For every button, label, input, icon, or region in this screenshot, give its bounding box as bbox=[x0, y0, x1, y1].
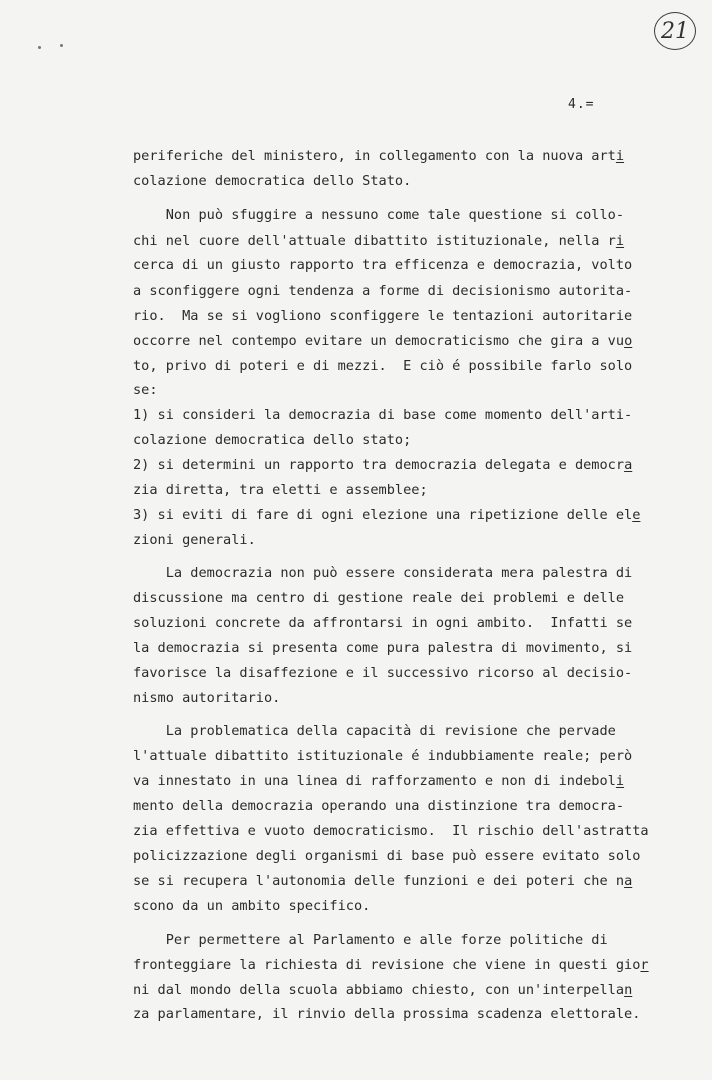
line-text: zia diretta, tra eletti e assemblee; bbox=[133, 482, 428, 498]
text-line bbox=[133, 482, 428, 498]
line-text: l'attuale dibattito istituzionale é indubbiamente reale; però bbox=[133, 748, 633, 764]
text-line bbox=[133, 233, 624, 249]
underlined-char: a bbox=[624, 873, 633, 889]
line-text: ni dal mondo della scuola abbiamo chiesto, con un'interpella bbox=[133, 982, 625, 998]
underlined-char: i bbox=[615, 148, 625, 164]
text-line bbox=[133, 898, 370, 914]
text-line bbox=[133, 257, 632, 273]
text-line bbox=[133, 748, 632, 764]
text-line bbox=[133, 457, 632, 473]
line-text: 2) si determini un rapporto tra democrazia delegata e democr bbox=[133, 457, 625, 473]
text-line bbox=[133, 308, 632, 324]
line-text: cerca di un giusto rapporto tra efficenza e democrazia, volto bbox=[133, 257, 633, 273]
line-text: favorisce la disaffezione e il successivo ricorso al decisio- bbox=[133, 665, 633, 681]
line-text: Per permettere al Parlamento e alle forze politiche di bbox=[133, 932, 608, 948]
text-line bbox=[133, 173, 411, 189]
line-text: za parlamentare, il rinvio della prossima scadenza elettorale. bbox=[133, 1006, 641, 1022]
line-text: nismo autoritario. bbox=[133, 690, 281, 706]
text-line bbox=[133, 333, 632, 349]
text-line bbox=[133, 358, 632, 374]
line-text: colazione democratica dello stato; bbox=[133, 432, 412, 448]
underlined-char: o bbox=[624, 333, 633, 349]
text-line bbox=[133, 873, 632, 889]
line-text: colazione democratica dello Stato. bbox=[133, 173, 412, 189]
text-line bbox=[133, 532, 256, 548]
text-line bbox=[133, 207, 624, 223]
line-text: occorre nel contempo evitare un democraticismo che gira a vu bbox=[133, 333, 625, 349]
text-line bbox=[133, 665, 632, 681]
line-text: policizzazione degli organismi di base può essere evitato solo bbox=[133, 848, 641, 864]
text-line bbox=[133, 932, 608, 948]
line-text: mento della democrazia operando una distinzione tra democra- bbox=[133, 798, 625, 814]
line-text: scono da un ambito specifico. bbox=[133, 898, 371, 914]
text-line bbox=[133, 848, 640, 864]
line-text: fronteggiare la richiesta di revisione che viene in questi gio bbox=[133, 957, 641, 973]
underlined-char: n bbox=[624, 982, 633, 998]
line-text: discussione ma centro di gestione reale dei problemi e delle bbox=[133, 590, 625, 606]
page-number: 4.= bbox=[568, 97, 595, 112]
text-line bbox=[133, 407, 632, 423]
text-line bbox=[133, 283, 632, 299]
text-line bbox=[133, 823, 649, 839]
line-text: va innestato in una linea di rafforzamento e non di indebol bbox=[133, 773, 616, 789]
text-line bbox=[133, 957, 649, 973]
underlined-char: a bbox=[624, 457, 633, 473]
line-text: to, privo di poteri e di mezzi. E ciò é possibile farlo solo bbox=[133, 358, 633, 374]
underlined-char: e bbox=[632, 507, 641, 523]
text-line bbox=[133, 690, 280, 706]
text-line bbox=[133, 507, 640, 523]
line-text: Non può sfuggire a nessuno come tale questione si collo- bbox=[133, 207, 625, 223]
text-line bbox=[133, 590, 624, 606]
text-line bbox=[133, 432, 411, 448]
page-stamp: 21 bbox=[654, 12, 696, 50]
scan-speck bbox=[60, 44, 63, 47]
line-text: se: bbox=[133, 382, 158, 398]
line-text: la democrazia si presenta come pura palestra di movimento, si bbox=[133, 640, 633, 656]
text-line bbox=[133, 723, 616, 739]
line-text: 3) si eviti di fare di ogni elezione una ripetizione delle el bbox=[133, 507, 633, 523]
line-text: a sconfiggere ogni tendenza a forme di decisionismo autorita- bbox=[133, 283, 633, 299]
text-line bbox=[133, 640, 632, 656]
line-text: rio. Ma se si vogliono sconfiggere le tentazioni autoritarie bbox=[133, 308, 633, 324]
line-text: La problematica della capacità di revisione che pervade bbox=[133, 723, 616, 739]
line-text: periferiche del ministero, in collegamento con la nuova art bbox=[133, 148, 616, 164]
text-line bbox=[133, 773, 624, 789]
text-line bbox=[133, 382, 158, 398]
text-line bbox=[133, 1006, 640, 1022]
line-text: 1) si consideri la democrazia di base come momento dell'arti- bbox=[133, 407, 633, 423]
line-text: zia effettiva e vuoto democraticismo. Il rischio dell'astratta bbox=[133, 823, 649, 839]
underlined-char: i bbox=[615, 233, 625, 249]
text-line bbox=[133, 798, 624, 814]
line-text: se si recupera l'autonomia delle funzioni e dei poteri che n bbox=[133, 873, 625, 889]
line-text: La democrazia non può essere considerata mera palestra di bbox=[133, 565, 633, 581]
scan-speck bbox=[38, 46, 41, 49]
line-text: zioni generali. bbox=[133, 532, 256, 548]
text-line bbox=[133, 982, 632, 998]
text-line bbox=[133, 148, 624, 164]
underlined-char: i bbox=[615, 773, 625, 789]
text-line bbox=[133, 565, 632, 581]
line-text: soluzioni concrete da affrontarsi in ogni ambito. Infatti se bbox=[133, 615, 633, 631]
text-line bbox=[133, 615, 632, 631]
underlined-char: r bbox=[640, 957, 649, 973]
line-text: chi nel cuore dell'attuale dibattito istituzionale, nella r bbox=[133, 233, 616, 249]
